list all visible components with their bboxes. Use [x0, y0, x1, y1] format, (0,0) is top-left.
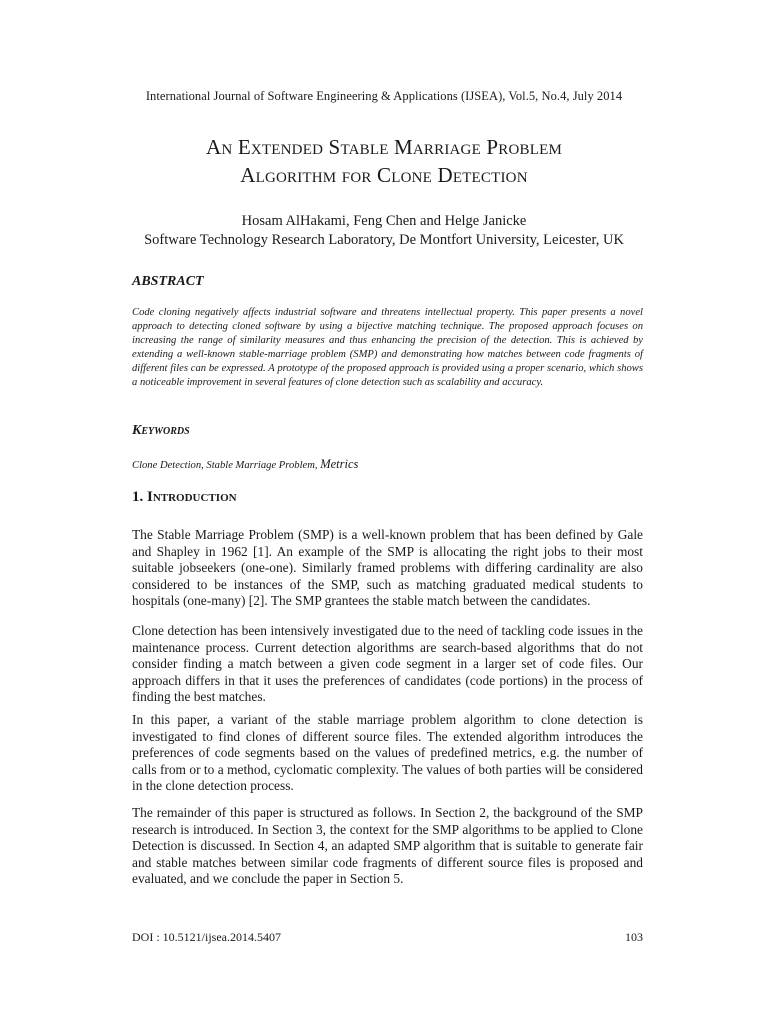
keywords-list: Clone Detection, Stable Marriage Problem, — [132, 460, 321, 471]
footer-doi: DOI : 10.5121/ijsea.2014.5407 — [132, 930, 281, 944]
author-affiliation: Software Technology Research Laboratory, De Montfort University, Leicester, UK — [144, 232, 624, 248]
abstract-heading: ABSTRACT — [132, 274, 204, 289]
keywords-heading: Keywords — [132, 423, 190, 438]
keywords-last: Metrics — [320, 457, 359, 471]
page-number: 103 — [625, 930, 643, 944]
intro-paragraph: Clone detection has been intensively investigated due to the need of tackling code issues in the maintenance process. Current detection algorithms are search-based algorithms that do not consider finding a match between a given code segment in a larger set of code files. Our approach differs in that it uses the preferences of candidates (code portions) in the process of finding the best matches. — [132, 623, 643, 705]
paper-title — [0, 133, 768, 189]
author-block — [0, 212, 768, 250]
paper-title-line-1: An Extended Stable Marriage Problem — [206, 135, 562, 159]
keywords-text — [132, 457, 358, 472]
intro-paragraph: In this paper, a variant of the stable marriage problem algorithm to clone detection is investigated to find clones of different source files. The extended algorithm introduces the preferences of code segments based on the values of predefined metrics, e.g. the number of calls from or to a method, cyclomatic complexity. The values of both parties will be considered in the clone detection process. — [132, 712, 643, 794]
running-header: International Journal of Software Engineering & Applications (IJSEA), Vol.5, No.4, July 2014 — [145, 89, 623, 103]
intro-paragraph: The remainder of this paper is structured as follows. In Section 2, the background of the SMP research is introduced. In Section 3, the context for the SMP algorithms to be applied to Clone Detection is discussed. In Section 4, an adapted SMP algorithm that is suitable to generate fair and stable matches between similar code fragments of different source files is proposed and evaluated, and we conclude the paper in Section 5. — [132, 805, 643, 887]
abstract-text: Code cloning negatively affects industrial software and threatens intellectual property. This paper presents a novel approach to detecting cloned software by using a bijective matching technique. The proposed approach focuses on increasing the range of similarity measures and thus enhancing the precision of the detection. This is achieved by extending a well-known stable-marriage problem (SMP) and demonstrating how matches between code fragments of different files can be expressed. A prototype of the proposed approach is provided using a proper scenario, which shows a noticeable improvement in several features of clone detection such as scalability and accuracy. — [132, 307, 643, 389]
intro-paragraph: The Stable Marriage Problem (SMP) is a well-known problem that has been defined by Gale and Shapley in 1962 [1]. An example of the SMP is allocating the right jobs to their most suitable jobseekers (one-one). Similarly framed problems with differing cardinality are also considered to be instances of the SMP, such as matching graduated medical students to hospitals (one-many) [2]. The SMP grantees the stable match between the candidates. — [132, 527, 643, 609]
paper-title-line-2: Algorithm for Clone Detection — [240, 163, 528, 187]
author-names: Hosam AlHakami, Feng Chen and Helge Janicke — [241, 213, 527, 229]
introduction-heading: 1. Introduction — [132, 489, 237, 505]
